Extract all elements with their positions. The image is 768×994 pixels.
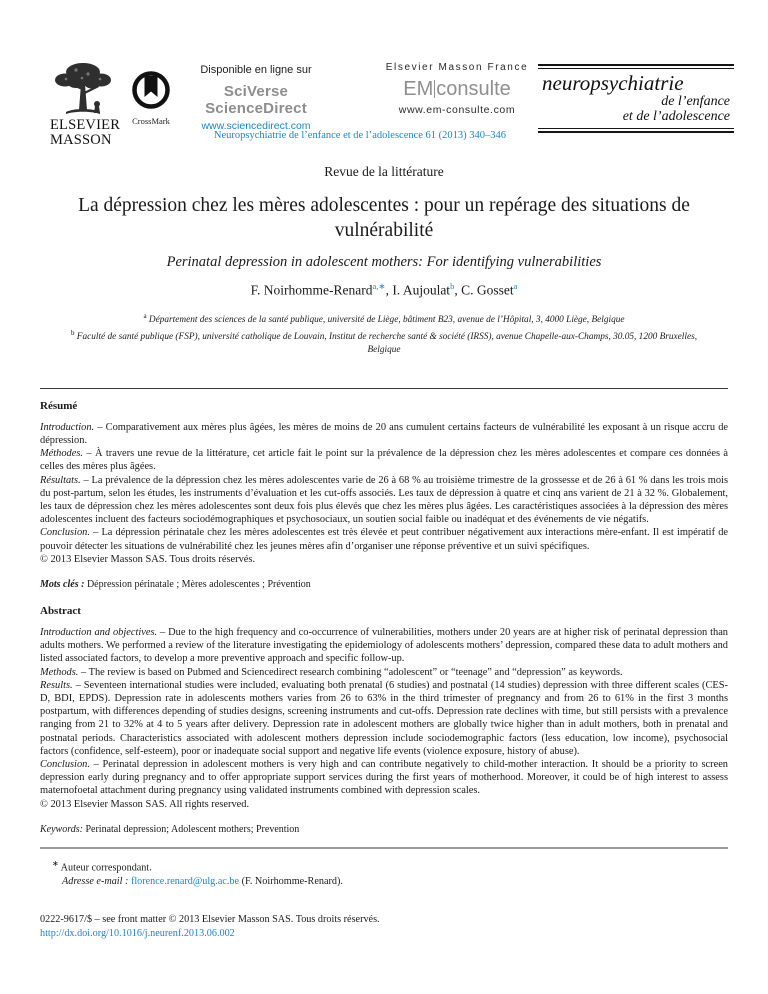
abstract-conclusion-label: Conclusion. (40, 758, 90, 770)
author-1-name: F. Noirhomme-Renard (250, 282, 373, 298)
crossmark-icon (131, 70, 171, 110)
article-subtitle-english: Perinatal depression in adolescent mothers: For identifying vulnerabilities (166, 254, 602, 270)
abstract-conclusion-text: – Perinatal depression in adolescent mothers is very high and can contribute negatively to child-mother interaction. It should be a priority to screen depression early during pregnancy and to offer appropriate support services during the first years of motherhood. Moreover, it could be of high interest to assess maternofoetal attachment during pregnancy using validated instruments combined with depression scales. (40, 758, 728, 797)
abstract-results (40, 679, 728, 758)
abstract-copyright: © 2013 Elsevier Masson SAS. All rights reserved. (40, 798, 250, 810)
crossmark-badge[interactable] (124, 70, 178, 126)
affiliation-a-text: Département des sciences de la santé publique, université de Liège, bâtiment B23, avenue de l’Hôpital, 3, 4000 Liège, Belgique (146, 314, 625, 325)
email-link[interactable]: florence.renard@ulg.ac.be (128, 876, 240, 888)
resume-copyright: © 2013 Elsevier Masson SAS. Tous droits réservés. (40, 553, 256, 565)
author-1-affiliation-mark[interactable]: a,∗ (372, 281, 386, 291)
em-logo-left: EM (403, 78, 434, 100)
author-3-name: , C. Gosset (454, 282, 514, 298)
elsevier-tree-icon (52, 60, 114, 118)
corresponding-author-star: ∗ (52, 858, 59, 868)
elsevier-masson-france-label: Elsevier Masson France (385, 62, 529, 73)
publisher-name-line1: ELSEVIER (50, 117, 121, 133)
resume-conclusion (40, 526, 728, 552)
journal-masthead-logo (538, 64, 734, 133)
abstract-introduction-text: – Due to the high frequency and co-occurrence of vulnerabilities, mothers under 20 years are at higher risk of perinatal depression than adults mothers. We performed a review of the literature investigating the epidemiology of adolescents mothers’ depression, compared these data to adult mothers and listed associated factors, to develop a more preventive approach and specific follow-up. (40, 626, 729, 665)
resume-conclusion-text: – La dépression périnatale chez les mères adolescentes est très élevée et peut contribuer négativement aux interactions mère-enfant. Il est impératif de pouvoir détecter les situations de vulnérabilité chez les jeunes mères afin d’organiser une réponse préventive et un suivi spécifiques. (40, 527, 728, 552)
affiliation-b-text: Faculté de santé publique (FSP), université catholique de Louvain, Institut de recherche santé & société (IRSS), avenue Chapelle-aux-Champs, 30.05, 1200 Bruxelles, Belgique (74, 331, 698, 355)
affiliation-a (54, 310, 714, 327)
resume-introduction-text: – Comparativement aux mères plus âgées, les mères de moins de 20 ans cumulent certains facteurs de vulnérabilité les exposant à un risque accru de dépression. (40, 421, 728, 446)
abstract-heading: Abstract (40, 604, 81, 617)
crossmark-label: CrossMark (132, 116, 170, 126)
article-title: La dépression chez les mères adolescentes : pour un repérage des situations de vulnérabilité (78, 195, 690, 241)
keywords-line (40, 824, 728, 835)
resume-resultats-label: Résultats. (40, 474, 81, 486)
affiliations-block (54, 310, 714, 357)
footnote-separator-rule (40, 847, 728, 849)
journal-name-line1: neuropsychiatrie (542, 71, 684, 95)
abstract-methods-label: Methods. (40, 666, 79, 678)
em-consulte-url-link[interactable]: www.em-consulte.com (398, 104, 516, 116)
available-online-label: Disponible en ligne sur (200, 64, 312, 76)
abstract-results-label: Results. (40, 679, 73, 691)
abstract-methods-text: – The review is based on Pubmed and Sciencedirect research combining “adolescent” or “teenage” and “depression” as keywords. (78, 666, 623, 678)
em-consulte-logo (378, 78, 536, 101)
mots-cles-text: Dépression périnatale ; Mères adolescentes ; Prévention (84, 578, 311, 590)
keywords-text: Perinatal depression; Adolescent mothers; Prevention (82, 823, 300, 835)
abstract-top-rule (40, 388, 728, 389)
resume-introduction-label: Introduction. (40, 421, 95, 433)
sciencedirect-block (172, 64, 340, 132)
corresponding-author-text: Auteur correspondant. (58, 862, 152, 874)
resume-heading: Résumé (40, 399, 78, 412)
resume-introduction (40, 421, 728, 447)
email-note (40, 875, 728, 889)
email-label: Adresse e-mail : (62, 876, 129, 888)
sciverse-sciencedirect-logo: SciVerse ScienceDirect (205, 83, 307, 117)
elsevier-masson-logo (50, 60, 130, 148)
page-header (0, 0, 768, 155)
affiliation-b (54, 327, 714, 357)
abstract-conclusion (40, 758, 728, 798)
affiliation-b-mark: b (70, 328, 75, 337)
resume-conclusion-label: Conclusion. (40, 527, 90, 539)
journal-name-line2: de l’enfance (661, 94, 730, 109)
affiliation-a-mark: a (143, 311, 147, 320)
journal-citation-link[interactable]: Neuropsychiatrie de l’enfance et de l’adolescence 61 (2013) 340–346 (213, 130, 507, 141)
keywords-label: Keywords: (40, 823, 83, 835)
sciencedirect-url-link[interactable]: www.sciencedirect.com (201, 120, 311, 132)
email-suffix: (F. Noirhomme-Renard). (239, 876, 343, 888)
page-footer (40, 913, 728, 941)
issn-front-matter-line: 0222-9617/$ – see front matter © 2013 Elsevier Masson SAS. Tous droits réservés. (40, 914, 380, 926)
footnote-block (40, 857, 728, 889)
abstract-content (0, 388, 768, 941)
mots-cles-label: Mots clés : (40, 578, 85, 590)
abstract-methods (40, 666, 728, 679)
author-3-affiliation-mark[interactable]: a (513, 281, 518, 291)
author-2-affiliation-mark[interactable]: b (450, 281, 455, 291)
abstract-introduction (40, 626, 728, 666)
corresponding-author-note (40, 857, 728, 875)
authors-line (0, 281, 768, 299)
mots-cles-line (40, 579, 728, 590)
author-2-name: , I. Aujoulat (385, 282, 451, 298)
em-logo-right: consulte (436, 78, 511, 100)
resume-methodes-label: Méthodes. (40, 448, 83, 460)
journal-name-line3: et de l’adolescence (622, 109, 730, 124)
abstract-results-text: – Seventeen international studies were included, evaluating both prenatal (6 studies) and postnatal (14 studies) depression with three different scales (CES-D, BDI, EPDS). Depression rate in adolescents mothers varies from 26 to 63% in the third trimester of pregnancy and from 26 to 61% in the first 3 months postpartum, with differences depending of studies designs, screening instruments and cut-offs. Depression rate declines with time, but still persists with a prevalence ranging from 21 to 32% at 4 to 5 years after delivery. Depression rate in adolescent mothers are globally twice higher than in adult mothers, both in prenatal and postnatal periods. Characteristics associated with adolescent mothers depression include sociodemographic factors (less education, low income), psychosocial factors (confidence, self-esteem), poor or inadequate social support and negative life events (violence exposure, history of abuse). (40, 679, 728, 757)
resume-methodes-text: – À travers une revue de la littérature, cet article fait le point sur la prévalence de la dépression chez les mères adolescentes et compare ces données à celles des mères plus âgées. (40, 448, 728, 473)
resume-resultats (40, 474, 728, 527)
abstract-introduction-label: Introduction and objectives. (40, 626, 158, 638)
publisher-name-line2: MASSON (50, 132, 112, 148)
resume-resultats-text: – La prévalence de la dépression chez les mères adolescentes varie de 26 à 68 % au troisième trimestre de la grossesse et de 26 à 61 % dans les trois mois du post-partum, selon les études, les instruments d’évaluation et les cut-offs associés. Les taux de dépression à quatre et cinq ans varient de 21 à 32 %. Globalement, les taux de dépression chez les mères adolescentes sont deux fois plus élevés que chez les mères plus âgées. Les caractéristiques associées à la dépression des mères adolescentes incluent des facteurs sociodémographiques et psychosociaux, un soutien social faible ou inadéquat et des événements de vie négatifs. (40, 474, 728, 526)
article-type-label: Revue de la littérature (324, 164, 444, 179)
em-consulte-block (378, 62, 536, 116)
resume-methodes (40, 447, 728, 473)
doi-link[interactable]: http://dx.doi.org/10.1016/j.neurenf.2013.06.002 (40, 928, 235, 940)
